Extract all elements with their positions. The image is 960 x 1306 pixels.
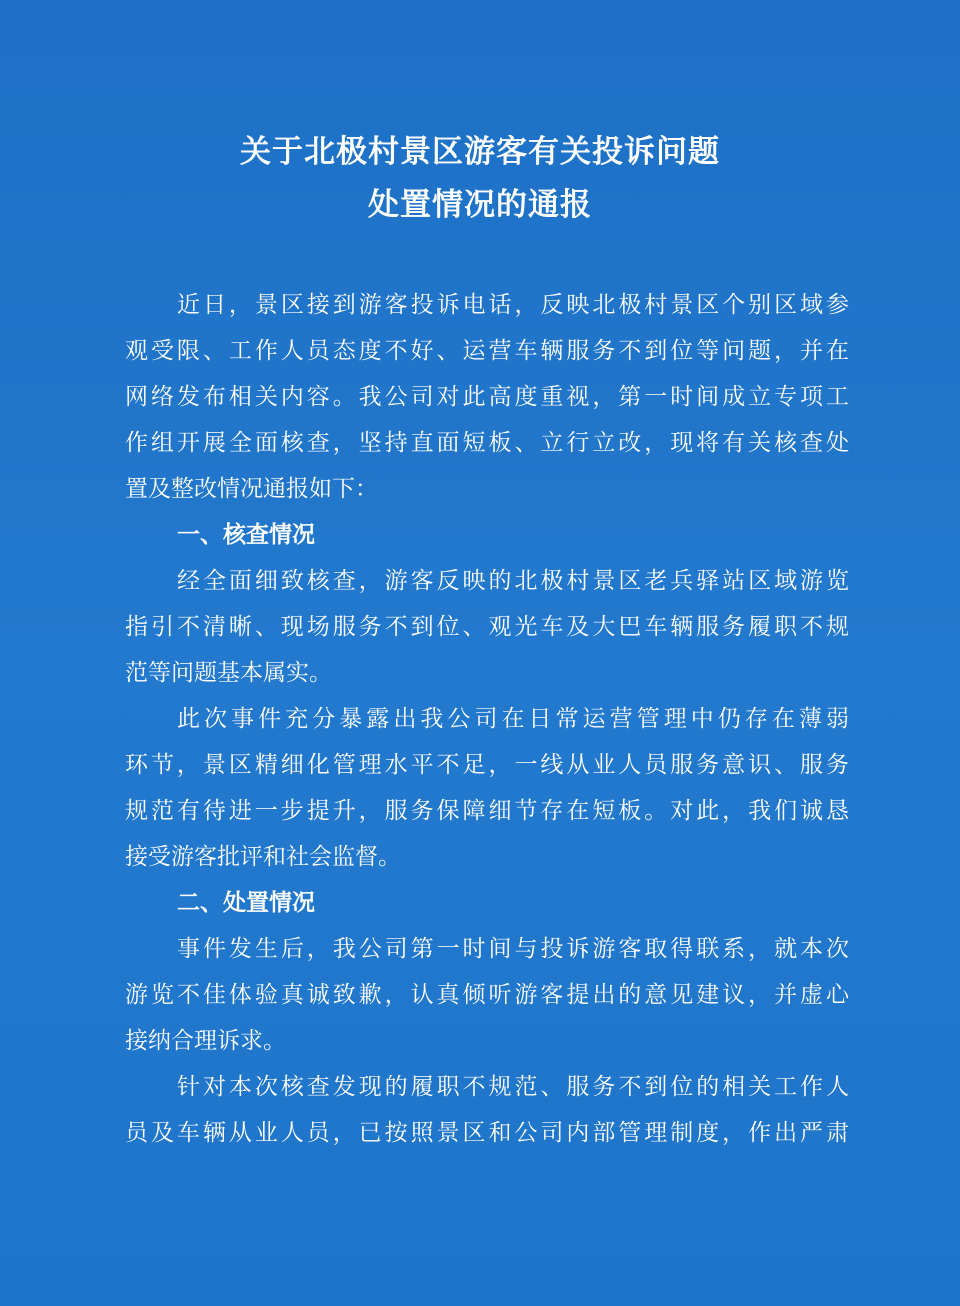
paragraph-line: 规范有待进一步提升，服务保障细节存在短板。对此，我们诚恳	[125, 798, 849, 824]
paragraph-line: 范等问题基本属实。	[125, 660, 332, 686]
paragraph-line: 置及整改情况通报如下：	[125, 476, 378, 502]
paragraph-line: 网络发布相关内容。我公司对此高度重视，第一时间成立专项工	[125, 384, 849, 410]
paragraph-line: 指引不清晰、现场服务不到位、观光车及大巴车辆服务履职不规	[125, 614, 849, 640]
document-title-line-2: 处置情况的通报	[368, 187, 592, 223]
paragraph-line: 观受限、工作人员态度不好、运营车辆服务不到位等问题，并在	[125, 338, 849, 364]
paragraph-line: 接纳合理诉求。	[125, 1028, 286, 1054]
paragraph-line: 近日，景区接到游客投诉电话，反映北极村景区个别区域参	[177, 292, 849, 318]
paragraph-line: 经全面细致核查，游客反映的北极村景区老兵驿站区域游览	[177, 568, 849, 594]
paragraph-line: 游览不佳体验真诚致歉，认真倾听游客提出的意见建议，并虚心	[125, 982, 849, 1008]
document-body	[125, 282, 849, 1156]
paragraph-line: 接受游客批评和社会监督。	[125, 844, 401, 870]
paragraph-line: 事件发生后，我公司第一时间与投诉游客取得联系，就本次	[177, 936, 849, 962]
paragraph-line: 员及车辆从业人员，已按照景区和公司内部管理制度，作出严肃	[125, 1120, 849, 1146]
section-heading: 二、处置情况	[177, 890, 315, 916]
document-title-line-1: 关于北极村景区游客有关投诉问题	[240, 134, 720, 170]
paragraph-line: 作组开展全面核查，坚持直面短板、立行立改，现将有关核查处	[125, 430, 849, 456]
section-heading: 一、核查情况	[177, 522, 315, 548]
paragraph-line: 环节，景区精细化管理水平不足，一线从业人员服务意识、服务	[125, 752, 849, 778]
paragraph-line: 此次事件充分暴露出我公司在日常运营管理中仍存在薄弱	[177, 706, 849, 732]
paragraph-line: 针对本次核查发现的履职不规范、服务不到位的相关工作人	[177, 1074, 849, 1100]
